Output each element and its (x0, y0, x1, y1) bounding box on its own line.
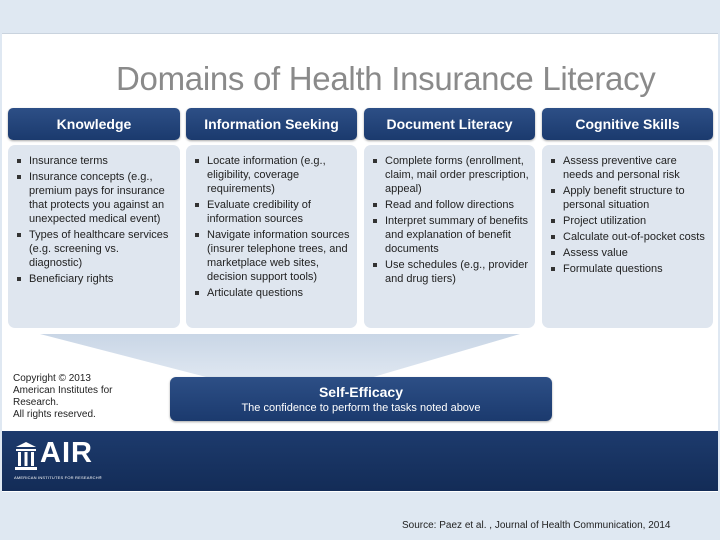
list-item: Use schedules (e.g., provider and drug tiers) (372, 258, 529, 286)
list-item: Calculate out-of-pocket costs (550, 230, 707, 244)
source-citation: Source: Paez et al. , Journal of Health Communication, 2014 (402, 520, 671, 531)
copyright-line: All rights reserved. (13, 409, 96, 420)
logo-text: AIR (40, 437, 93, 469)
self-efficacy-subtitle: The confidence to perform the tasks noted above (241, 402, 481, 414)
column-information-seeking (186, 145, 357, 328)
list-item: Locate information (e.g., eligibility, coverage requirements) (194, 154, 351, 196)
header-cognitive-skills: Cognitive Skills (542, 108, 713, 140)
copyright-line: Copyright © 2013 (13, 373, 91, 384)
list-item: Evaluate credibility of information sources (194, 198, 351, 226)
list-item: Insurance terms (16, 154, 174, 168)
column-document-literacy (364, 145, 535, 328)
logo-tagline: AMERICAN INSTITUTES FOR RESEARCH® (14, 475, 102, 480)
list-item: Read and follow directions (372, 198, 529, 212)
list-item: Interpret summary of benefits and explanation of benefit documents (372, 214, 529, 256)
list-item: Formulate questions (550, 262, 707, 276)
header-document-literacy: Document Literacy (364, 108, 535, 140)
list-item: Assess preventive care needs and personal risk (550, 154, 707, 182)
column-cognitive-skills (542, 145, 713, 328)
column-knowledge (8, 145, 180, 328)
list-item: Apply benefit structure to personal situation (550, 184, 707, 212)
list-item: Beneficiary rights (16, 272, 174, 286)
copyright-line: Research. (13, 397, 59, 408)
header-information-seeking: Information Seeking (186, 108, 357, 140)
slide-title: Domains of Health Insurance Literacy (116, 60, 656, 97)
self-efficacy-title: Self-Efficacy (318, 384, 404, 400)
list-item: Complete forms (enrollment, claim, mail order prescription, appeal) (372, 154, 529, 196)
header-knowledge: Knowledge (8, 108, 180, 140)
list-item: Navigate information sources (insurer telephone trees, and marketplace web sites, decision support tools) (194, 228, 351, 284)
building-icon (14, 441, 38, 471)
air-logo (14, 437, 114, 485)
copyright-notice (13, 373, 163, 421)
list-item: Project utilization (550, 214, 707, 228)
copyright-line: American Institutes for (13, 385, 113, 396)
list-item: Types of healthcare services (e.g. screening vs. diagnostic) (16, 228, 174, 270)
self-efficacy-box (170, 377, 552, 421)
list-item: Assess value (550, 246, 707, 260)
list-item: Insurance concepts (e.g., premium pays for insurance that protects you against an unexpected medical event) (16, 170, 174, 226)
list-item: Articulate questions (194, 286, 351, 300)
funnel-arrow (40, 334, 520, 378)
